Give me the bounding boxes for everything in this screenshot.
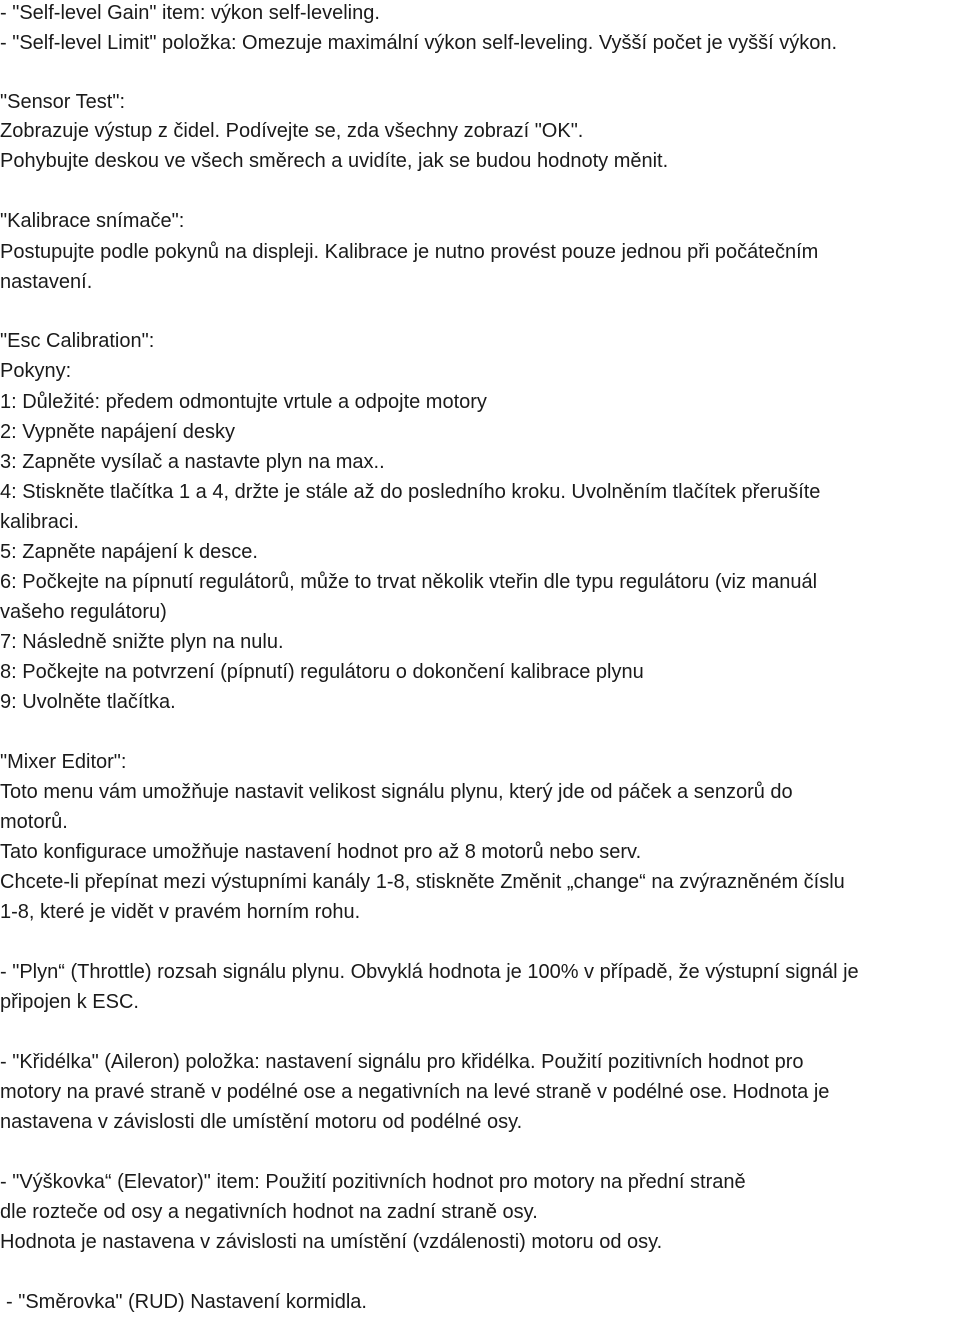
- section-heading: "Mixer Editor":: [0, 751, 127, 773]
- text-line: Pokyny:: [0, 360, 72, 382]
- text-line: Tato konfigurace umožňuje nastavení hodnot pro až 8 motorů nebo serv.: [0, 841, 642, 863]
- section-heading: "Sensor Test":: [0, 91, 125, 113]
- list-item: 3: Zapněte vysílač a nastavte plyn na max..: [0, 451, 385, 473]
- list-item: 8: Počkejte na potvrzení (pípnutí) regulátoru o dokončení kalibrace plynu: [0, 661, 644, 683]
- list-item: 1: Důležité: předem odmontujte vrtule a odpojte motory: [0, 391, 487, 413]
- text-line: 1-8, které je vidět v pravém horním rohu.: [0, 901, 361, 923]
- text-line: Hodnota je nastavena v závislosti na umístění (vzdálenosti) motoru od osy.: [0, 1231, 663, 1253]
- text-line: Zobrazuje výstup z čidel. Podívejte se, zda všechny zobrazí "OK".: [0, 120, 584, 142]
- list-item-continued: kalibraci.: [0, 511, 79, 533]
- list-item: 2: Vypněte napájení desky: [0, 421, 235, 443]
- text-line: nastavena v závislosti dle umístění motoru od podélné osy.: [0, 1111, 523, 1133]
- list-item: 6: Počkejte na pípnutí regulátorů, může to trvat několik vteřin dle typu regulátoru (viz manuál: [0, 571, 818, 593]
- text-line: Postupujte podle pokynů na displeji. Kalibrace je nutno provést pouze jednou při počátečním: [0, 241, 819, 263]
- section-heading: "Esc Calibration":: [0, 330, 155, 352]
- text-line: připojen k ESC.: [0, 991, 139, 1013]
- text-line: Chcete-li přepínat mezi výstupními kanály 1-8, stiskněte Změnit „change“ na zvýrazněném číslu: [0, 871, 845, 893]
- list-item: 4: Stiskněte tlačítka 1 a 4, držte je stále až do posledního kroku. Uvolněním tlačítek přerušíte: [0, 481, 821, 503]
- list-item: 5: Zapněte napájení k desce.: [0, 541, 258, 563]
- list-item: 7: Následně snižte plyn na nulu.: [0, 631, 284, 653]
- text-line: - "Self-level Limit" položka: Omezuje maximální výkon self-leveling. Vyšší počet je vyšší výkon.: [0, 32, 838, 54]
- list-item-continued: vašeho regulátoru): [0, 601, 167, 623]
- text-line: - "Self-level Gain" item: výkon self-leveling.: [0, 2, 380, 24]
- text-line: Pohybujte deskou ve všech směrech a uvidíte, jak se budou hodnoty měnit.: [0, 150, 669, 172]
- text-line: dle rozteče od osy a negativních hodnot na zadní straně osy.: [0, 1201, 538, 1223]
- text-line: - "Plyn“ (Throttle) rozsah signálu plynu. Obvyklá hodnota je 100% v případě, že výstupní signál je: [0, 961, 859, 983]
- text-line: - "Křidélka" (Aileron) položka: nastavení signálu pro křidélka. Použití pozitivních hodnot pro: [0, 1051, 804, 1073]
- list-item: 9: Uvolněte tlačítka.: [0, 691, 176, 713]
- text-line: - "Výškovka“ (Elevator)" item: Použití pozitivních hodnot pro motory na přední straně: [0, 1171, 746, 1193]
- text-line: Toto menu vám umožňuje nastavit velikost signálu plynu, který jde od páček a senzorů do: [0, 781, 793, 803]
- text-line: nastavení.: [0, 271, 93, 293]
- text-line: - "Směrovka" (RUD) Nastavení kormidla.: [6, 1291, 367, 1313]
- text-line: motory na pravé straně v podélné ose a negativních na levé straně v podélné ose. Hodnota je: [0, 1081, 830, 1103]
- text-line: motorů.: [0, 811, 68, 833]
- section-heading: "Kalibrace snímače":: [0, 210, 185, 232]
